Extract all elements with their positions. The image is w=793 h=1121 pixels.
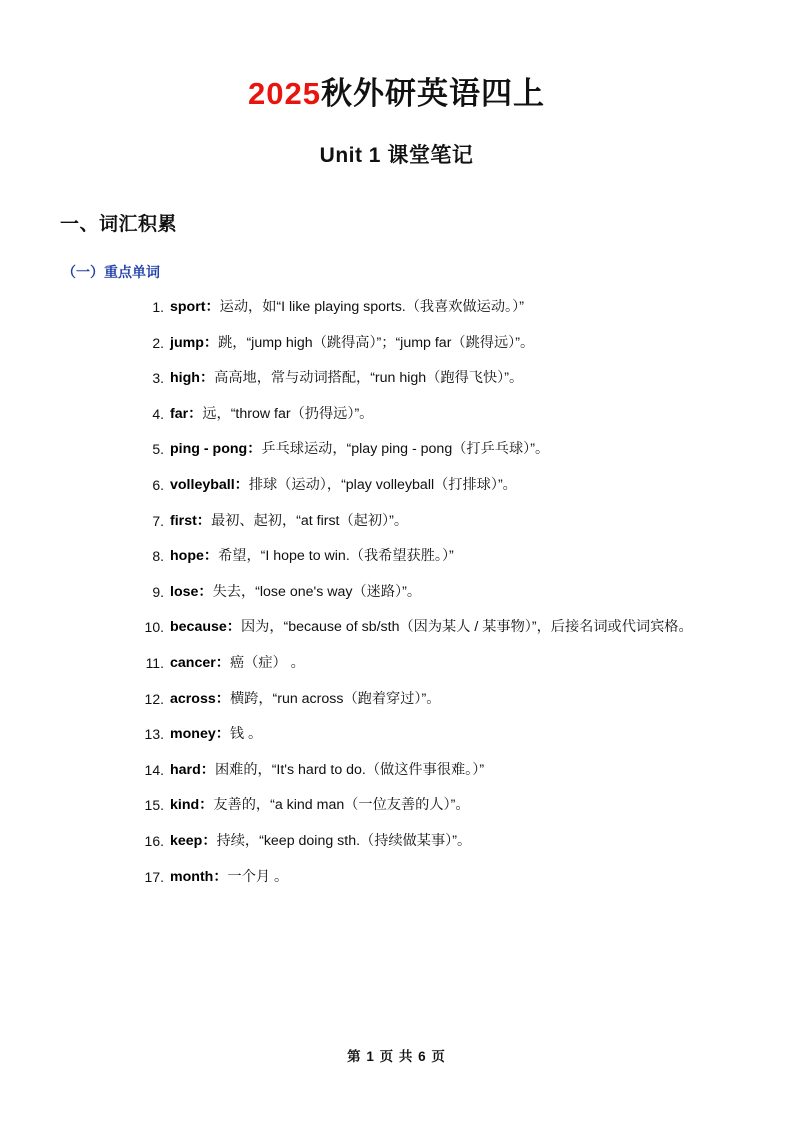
page-title-year: 2025 [248, 76, 321, 111]
list-item [60, 439, 733, 460]
list-item [60, 511, 733, 532]
list-item [60, 333, 733, 354]
list-item [60, 689, 733, 710]
list-item-term: money： [170, 726, 230, 743]
list-item-meaning: 乒乓球运动，“play ping - pong（打乒乓球）”。 [261, 441, 550, 458]
list-item [60, 617, 733, 638]
list-item-term: lose： [170, 583, 213, 600]
list-item-number: 4. [152, 405, 164, 422]
list-item-body [170, 795, 713, 816]
vocabulary-list [60, 297, 733, 887]
list-item-number: 1. [152, 299, 164, 315]
list-item-meaning: 困难的，“It's hard to do.（做这件事很难。）” [214, 761, 485, 778]
list-item-body [170, 724, 713, 745]
list-item-term: first： [170, 512, 211, 529]
list-item-number: 14. [144, 761, 164, 778]
list-item [60, 831, 733, 852]
page-subtitle: Unit 1 课堂笔记 [319, 144, 474, 167]
page-footer: 第 1 页 共 6 页 [347, 1049, 446, 1064]
list-item-meaning: 远，“throw far（扔得远）”。 [202, 405, 374, 422]
list-item-body [170, 653, 713, 674]
list-item-term: far： [170, 405, 203, 422]
list-item-meaning: 钱 。 [229, 726, 263, 743]
list-item-body [170, 404, 713, 425]
list-item-meaning: 排球（运动），“play volleyball（打排球）”。 [248, 476, 517, 493]
list-item-meaning: 因为，“because of sb/sth（因为某人 / 某事物）”，后接名词或代词宾格。 [240, 619, 693, 636]
list-item-body [170, 689, 713, 710]
list-item-meaning: 高高地，常与动词搭配，“run high（跑得飞快）”。 [214, 370, 524, 387]
list-item-term: across： [170, 690, 230, 707]
list-item-meaning: 一个月 。 [227, 868, 289, 885]
list-item [60, 867, 733, 888]
list-item-number: 9. [152, 583, 164, 600]
list-item-number: 6. [152, 476, 164, 493]
list-item-body [170, 475, 713, 496]
list-item-term: kind： [170, 797, 214, 814]
list-item-body [170, 297, 713, 318]
list-item-body [170, 617, 713, 638]
list-item-number: 8. [152, 548, 164, 565]
list-item-term: hope： [170, 548, 219, 565]
list-item-number: 2. [152, 334, 164, 351]
list-item-body [170, 511, 713, 532]
list-item-body [170, 867, 713, 888]
list-item-number: 11. [145, 654, 164, 671]
list-item-body [170, 760, 713, 781]
list-item-meaning: 失去，“lose one's way（迷路）”。 [212, 583, 422, 600]
list-item-number: 3. [152, 370, 164, 387]
list-item [60, 582, 733, 603]
list-item-term: high： [170, 370, 215, 387]
list-item-term: ping - pong： [170, 441, 262, 458]
list-item-meaning: 横跨，“run across（跑着穿过）”。 [229, 690, 441, 707]
list-item-term: cancer： [170, 654, 230, 671]
list-item-meaning: 癌（症） 。 [229, 654, 305, 671]
list-item-number: 17. [144, 868, 164, 885]
list-item [60, 297, 733, 318]
list-item [60, 368, 733, 389]
list-item-meaning: 持续，“keep doing sth.（持续做某事）”。 [216, 832, 472, 849]
list-item [60, 653, 733, 674]
sub-heading-key-words: （一）重点单词 [62, 264, 160, 280]
section-heading-vocabulary: 一、词汇积累 [60, 214, 178, 235]
list-item-body [170, 831, 713, 852]
list-item-term: jump： [170, 334, 219, 351]
list-item-body [170, 546, 713, 567]
list-item-number: 16. [144, 832, 164, 849]
list-item-number: 5. [152, 441, 164, 458]
list-item-meaning: 跳，“jump high（跳得高）”；“jump far（跳得远）”。 [218, 334, 535, 351]
list-item [60, 724, 733, 745]
list-item-term: sport： [170, 299, 220, 315]
list-item-number: 10. [144, 619, 164, 636]
list-item-number: 13. [144, 726, 164, 743]
list-item-meaning: 友善的，“a kind man（一位友善的人）”。 [213, 797, 470, 814]
list-item-body [170, 582, 713, 603]
list-item-term: keep： [170, 832, 217, 849]
list-item-body [170, 368, 713, 389]
list-item-term: because： [170, 619, 241, 636]
page-title [60, 68, 733, 113]
page-title-text: 秋外研英语四上 [320, 76, 545, 111]
list-item-body [170, 439, 713, 460]
list-item-number: 15. [144, 797, 164, 814]
list-item-number: 12. [144, 690, 164, 707]
list-item-meaning: 运动，如“I like playing sports.（我喜欢做运动。）” [219, 299, 524, 315]
list-item-meaning: 最初、起初，“at first（起初）”。 [211, 512, 409, 529]
list-item [60, 475, 733, 496]
list-item [60, 546, 733, 567]
list-item [60, 404, 733, 425]
list-item-term: hard： [170, 761, 215, 778]
list-item-body [170, 333, 713, 354]
list-item-meaning: 希望，“I hope to win.（我希望获胜。）” [218, 548, 454, 565]
list-item-term: volleyball： [170, 476, 249, 493]
list-item-term: month： [170, 868, 228, 885]
list-item [60, 760, 733, 781]
list-item [60, 795, 733, 816]
list-item-number: 7. [152, 512, 164, 529]
